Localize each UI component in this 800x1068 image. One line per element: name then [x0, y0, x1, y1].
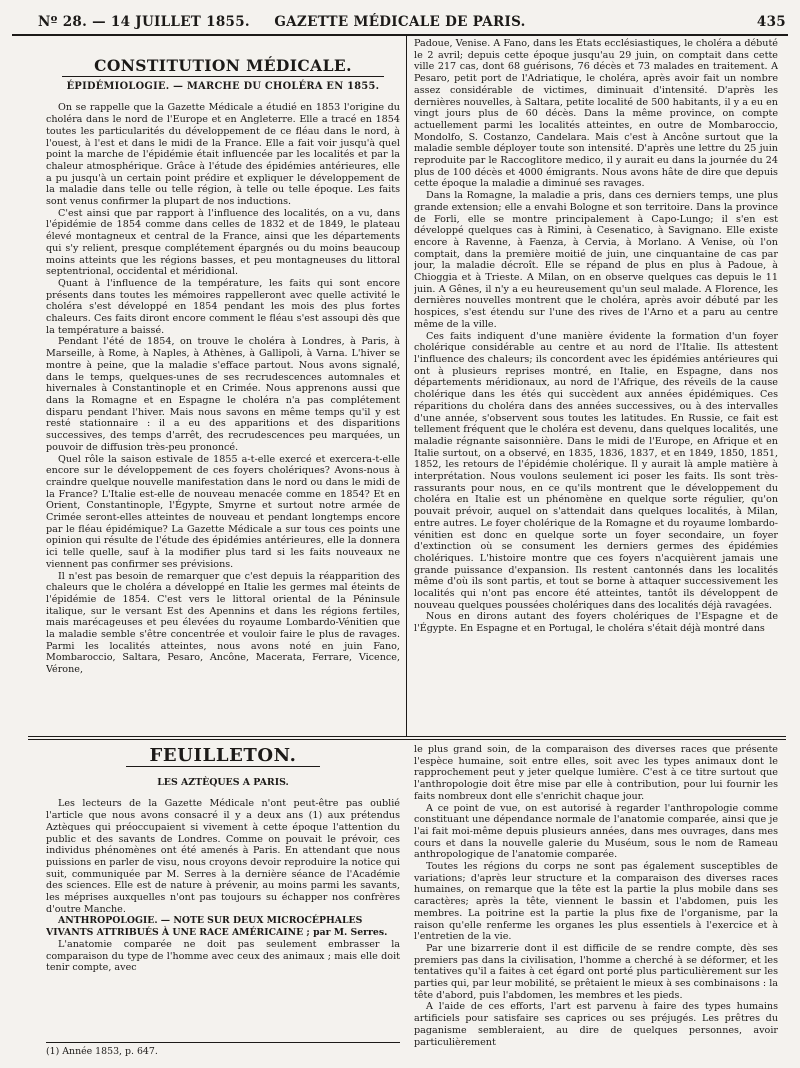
feuilleton-rule: [28, 739, 786, 740]
feuilleton-rule: [28, 736, 786, 737]
paragraph: On se rappelle que la Gazette Médicale a étudié en 1853 l'origine du choléra dans le nord de l'Europe et en Angleterre. Elle a tracé en 1854 toutes les particularités du développement de ce fléau dans le nord, à l'ouest, à l'est et dans le midi de la France. Elle a fait voir jusqu'à quel point la marche de l'épidémie était influencée par les localités et par la chaleur atmosphérique. Grâce à l'étude des épidémies antérieures, elle a pu jusqu'à un certain point prédire et expliquer le développement de la maladie dans telle ou telle région, à telle ou telle époque. Les faits sont venus confirmer la plupart de nos inductions.: [46, 102, 400, 208]
paragraph: Dans la Romagne, la maladie a pris, dans ces derniers temps, une plus grande extension; elle a envahi Bologne et son territoire. Dans la province de Forli, elle se montre principalement à Capo-Lungo; il s'en est développé quelques cas à Rimini, à Cesenatico, à Savignano. Elle existe encore à Ravenne, à Faenza, à Cervia, à Morlano. A Venise, où l'on comptait, dans la première moitié de juin, une cinquantaine de cas par jour, la maladie décroît. Elle se répand de plus en plus à Padoue, à Chioggia et à Trieste. A Milan, on en observe quelques cas depuis le 11 juin. A Gênes, il n'y a eu heureusement qu'un seul malade. A Florence, les dernières nouvelles montrent que le choléra, après avoir débuté par les hospices, s'est étendu sur l'une des rives de l'Arno et a paru au centre même de la ville.: [414, 190, 778, 330]
feuilleton-column-left: [46, 744, 400, 1044]
paragraph: le plus grand soin, de la comparaison des diverses races que présente l'espèce humaine, soit entre elles, soit avec les types animaux dont le rapprochement peut y jeter quelque lumière. C'est à ce titre surtout que l'anthropologie doit être mise par elle à contribution, pour lui fournir les faits nombreux dont elle s'enrichit chaque jour.: [414, 744, 778, 802]
footnote: (1) Année 1853, p. 647.: [46, 1042, 400, 1057]
article-heading: ANTHROPOLOGIE. — NOTE SUR DEUX MICROCÉPHALES VIVANTS ATTRIBUÉS À UNE RACE AMÉRICAINE ; par M. Serres.: [46, 915, 388, 939]
page-number: 435: [756, 14, 786, 30]
section-subtitle: ÉPIDÉMIOLOGIE. — MARCHE DU CHOLÉRA EN 1855.: [66, 80, 380, 92]
section-title: CONSTITUTION MÉDICALE.: [62, 38, 384, 77]
paragraph: Par une bizarrerie dont il est difficile de se rendre compte, dès ses premiers pas dans la civilisation, l'homme a cherché à se déformer, et les tentatives qu'il a faites à cet égard ont porté plus particulièrement sur les parties qui, par leur mobilité, se prêtaient le mieux à ses combinaisons : la tête d'abord, puis l'abdomen, les membres et les pieds.: [414, 942, 778, 1001]
constitution-column-left: [46, 38, 400, 732]
paragraph: Padoue, Venise. A Fano, dans les États ecclésiastiques, le choléra a débuté le 2 avril; depuis cette époque jusqu'au 29 juin, on comptait dans cette ville 217 cas, dont 68 guérisons, 76 décès et 73 malades en traitement. A Pesaro, petit port de l'Adriatique, le choléra, après avoir fait un nombre assez considérable de victimes, diminuait d'intensité. D'après les dernières nouvelles, à Saltara, petite localité de 500 habitants, il y a eu en vingt jours plus de 60 décès. Dans la même province, on compte actuellement parmi les localités atteintes, en outre de Mombaroccio, Mondolfo, S. Costanzo, Candelara. Mais c'est à Ancône surtout que la maladie semble déployer toute son intensité. D'après une lettre du 25 juin reproduite par le Raccoglitore medico, il y aurait eu dans la journée du 24 plus de 100 décès et 4000 émigrants. Nous avons hâte de dire que depuis cette époque la maladie a diminué ses ravages.: [414, 38, 778, 190]
journal-title: GAZETTE MÉDICALE DE PARIS.: [274, 14, 526, 30]
paragraph: Ces faits indiquent d'une manière évidente la formation d'un foyer cholérique considérable au centre et au nord de l'Italie. Ils attestent l'influence des chaleurs; ils concordent avec les épidémies antérieures qui ont à plusieurs reprises montré, en Italie, en Espagne, dans nos départements méridionaux, au nord de l'Afrique, des réveils de la cause cholérique dans les étés qui succèdent aux années épidémiques. Ces réparitions du choléra dans des années successives, ou à des intervalles d'une année, s'observent sous toutes les latitudes. En Russie, ce fait est tellement fréquent que le choléra est devenu, dans quelques localités, une maladie régnante saisonnière. Dans le midi de l'Europe, en Afrique et en Italie surtout, on a observé, en 1835, 1836, 1837, et en 1849, 1850, 1851, 1852, les retours de l'épidémie cholérique. Il y aurait là ample matière à interprétation. Nous voulons seulement ici poser les faits. Ils sont très-rassurants pour nous, en ce qu'ils montrent que le développement du choléra en Italie est un phénomène en quelque sorte régulier, qu'on pouvait prévoir, auquel on s'attendait dans quelques localités, à Milan, entre autres. Le foyer cholérique de la Romagne et du royaume lombardo-vénitien est donc en quelque sorte un foyer secondaire, un foyer d'extinction où se consument les derniers germes des épidémies cholériques. L'histoire montre que ces foyers n'acquièrent jamais une grande puissance d'expansion. Ils restent cantonnés dans les localités même d'où ils sont partis, et tout se borne à attaquer successivement les localités qui n'ont pas encore été atteintes, tantôt ils développent de nouveau quelques poussées cholériques dans des localités déjà ravagées.: [414, 330, 778, 611]
feuilleton-subtitle: LES AZTÈQUES A PARIS.: [157, 776, 289, 788]
paragraph: A ce point de vue, on est autorisé à regarder l'anthropologie comme constituant une dépendance normale de l'anatomie comparée, ainsi que je l'ai fait moi-même depuis plusieurs années, dans mes ouvrages, dans mes cours et dans la nouvelle galerie du Muséum, sous le nom de Rameau anthropologique de l'anatomie comparée.: [414, 802, 778, 861]
paragraph: Pendant l'été de 1854, on trouve le choléra à Londres, à Paris, à Marseille, à Rome, à Naples, à Athènes, à Gallipoli, à Varna. L'hiver se montre à peine, que la maladie s'efface partout. Nous avons signalé, dans le temps, quelques-unes de ses recrudescences automnales et hivernales à Constantinople et en Crimée. Nous apprenons aussi que dans la Romagne et en Espagne le choléra n'a pas complétement disparu pendant l'hiver. Mais nous savons en même temps qu'il y est resté stationnaire : il a eu des apparitions et des disparitions successives, des temps d'arrêt, des recrudescences peu marquées, un pouvoir de diffusion très-peu prononcé.: [46, 336, 400, 453]
issue-date: Nº 28. — 14 JUILLET 1855.: [38, 14, 250, 30]
page-header: [12, 8, 788, 36]
paragraph: Quel rôle la saison estivale de 1855 a-t-elle exercé et exercera-t-elle encore sur le développement de ces foyers cholériques? Avons-nous à craindre quelque nouvelle manifestation dans le nord ou dans le midi de la France? L'Italie est-elle de nouveau menacée comme en 1854? Et en Orient, Constantinople, l'Égypte, Smyrne et surtout notre armée de Crimée seront-elles atteintes de nouveau et pendant longtemps encore par le fléau épidémique? La Gazette Médicale a sur tous ces points une opinion qui résulte de l'étude des épidémies antérieures, elle la donnera ici telle quelle, sauf à la modifier plus tard si les faits nouveaux ne viennent pas confirmer ses prévisions.: [46, 453, 400, 570]
paragraph: Toutes les régions du corps ne sont pas également susceptibles de variations; d'après leur structure et la comparaison des diverses races humaines, on remarque que la tête est la partie la plus mobile dans ses caractères; après la tête, viennent le bassin et l'abdomen, puis les membres. La poitrine est la partie la plus fixe de l'organisme, par la raison qu'elle renferme les organes les plus essentiels à l'exercice et à l'entretien de la vie.: [414, 861, 778, 943]
paragraph: Les lecteurs de la Gazette Médicale n'ont peut-être pas oublié l'article que nous avons consacré il y a deux ans (1) aux prétendus Aztèques qui préoccupaient si vivement à cette époque l'attention du public et des savants de Londres. Comme on pouvait le prévoir, ces individus phénomènes ont été amenés à Paris. En attendant que nous puissions en parler de visu, nous croyons devoir reproduire la notice qui suit, communiquée par M. Serres à la dernière séance de l'Académie des sciences. Elle est de nature à prévenir, au moins parmi les savants, les méprises auxquelles n'ont pas toujours su échapper nos confrères d'outre Manche.: [46, 798, 400, 915]
constitution-column-right: [414, 38, 778, 732]
paragraph: A l'aide de ces efforts, l'art est parvenu à faire des types humains artificiels pour satisfaire ses caprices ou ses préjugés. Les prêtres du paganisme sembleraient, au dire de quelques personnes, avoir particulièrement: [414, 1001, 778, 1048]
paragraph: L'anatomie comparée ne doit pas seulement embrasser la comparaison du type de l'homme avec ceux des animaux ; mais elle doit tenir compte, avec: [46, 938, 400, 974]
feuilleton-title: FEUILLETON.: [126, 744, 320, 767]
paragraph: Nous en dirons autant des foyers cholériques de l'Espagne et de l'Égypte. En Espagne et en Portugal, le choléra s'était déjà montré dans: [414, 611, 778, 635]
paragraph: Quant à l'influence de la température, les faits qui sont encore présents dans toutes les mémoires rappelleront avec quelle activité le choléra s'est développé en 1854 pendant les mois des plus fortes chaleurs. Ces faits diront encore comment le fléau s'est assoupi dès que la température a baissé.: [46, 277, 400, 336]
feuilleton-column-right: [414, 744, 778, 1062]
column-divider: [406, 36, 407, 736]
paragraph: Il n'est pas besoin de remarquer que c'est depuis la réapparition des chaleurs que le choléra a développé en Italie les germes mal éteints de l'épidémie de 1854. C'est vers le littoral oriental de la Péninsule italique, sur le versant Est des Apennins et dans les régions fertiles, mais marécageuses et peu élevées du royaume Lombardo-Vénitien que la maladie semble s'être concentrée et vouloir faire le plus de ravages. Parmi les localités atteintes, nous avons noté en juin Fano, Mombaroccio, Saltara, Pesaro, Ancône, Macerata, Ferrare, Vicence, Vérone,: [46, 570, 400, 676]
paragraph: C'est ainsi que par rapport à l'influence des localités, on a vu, dans l'épidémie de 1854 comme dans celles de 1832 et de 1849, le plateau élevé montagneux et central de la France, ainsi que les départements qui s'y relient, presque complétement épargnés ou du moins beaucoup moins atteints que les régions basses, et peu montagneuses du littoral septentrional, occidental et méridional.: [46, 207, 400, 278]
